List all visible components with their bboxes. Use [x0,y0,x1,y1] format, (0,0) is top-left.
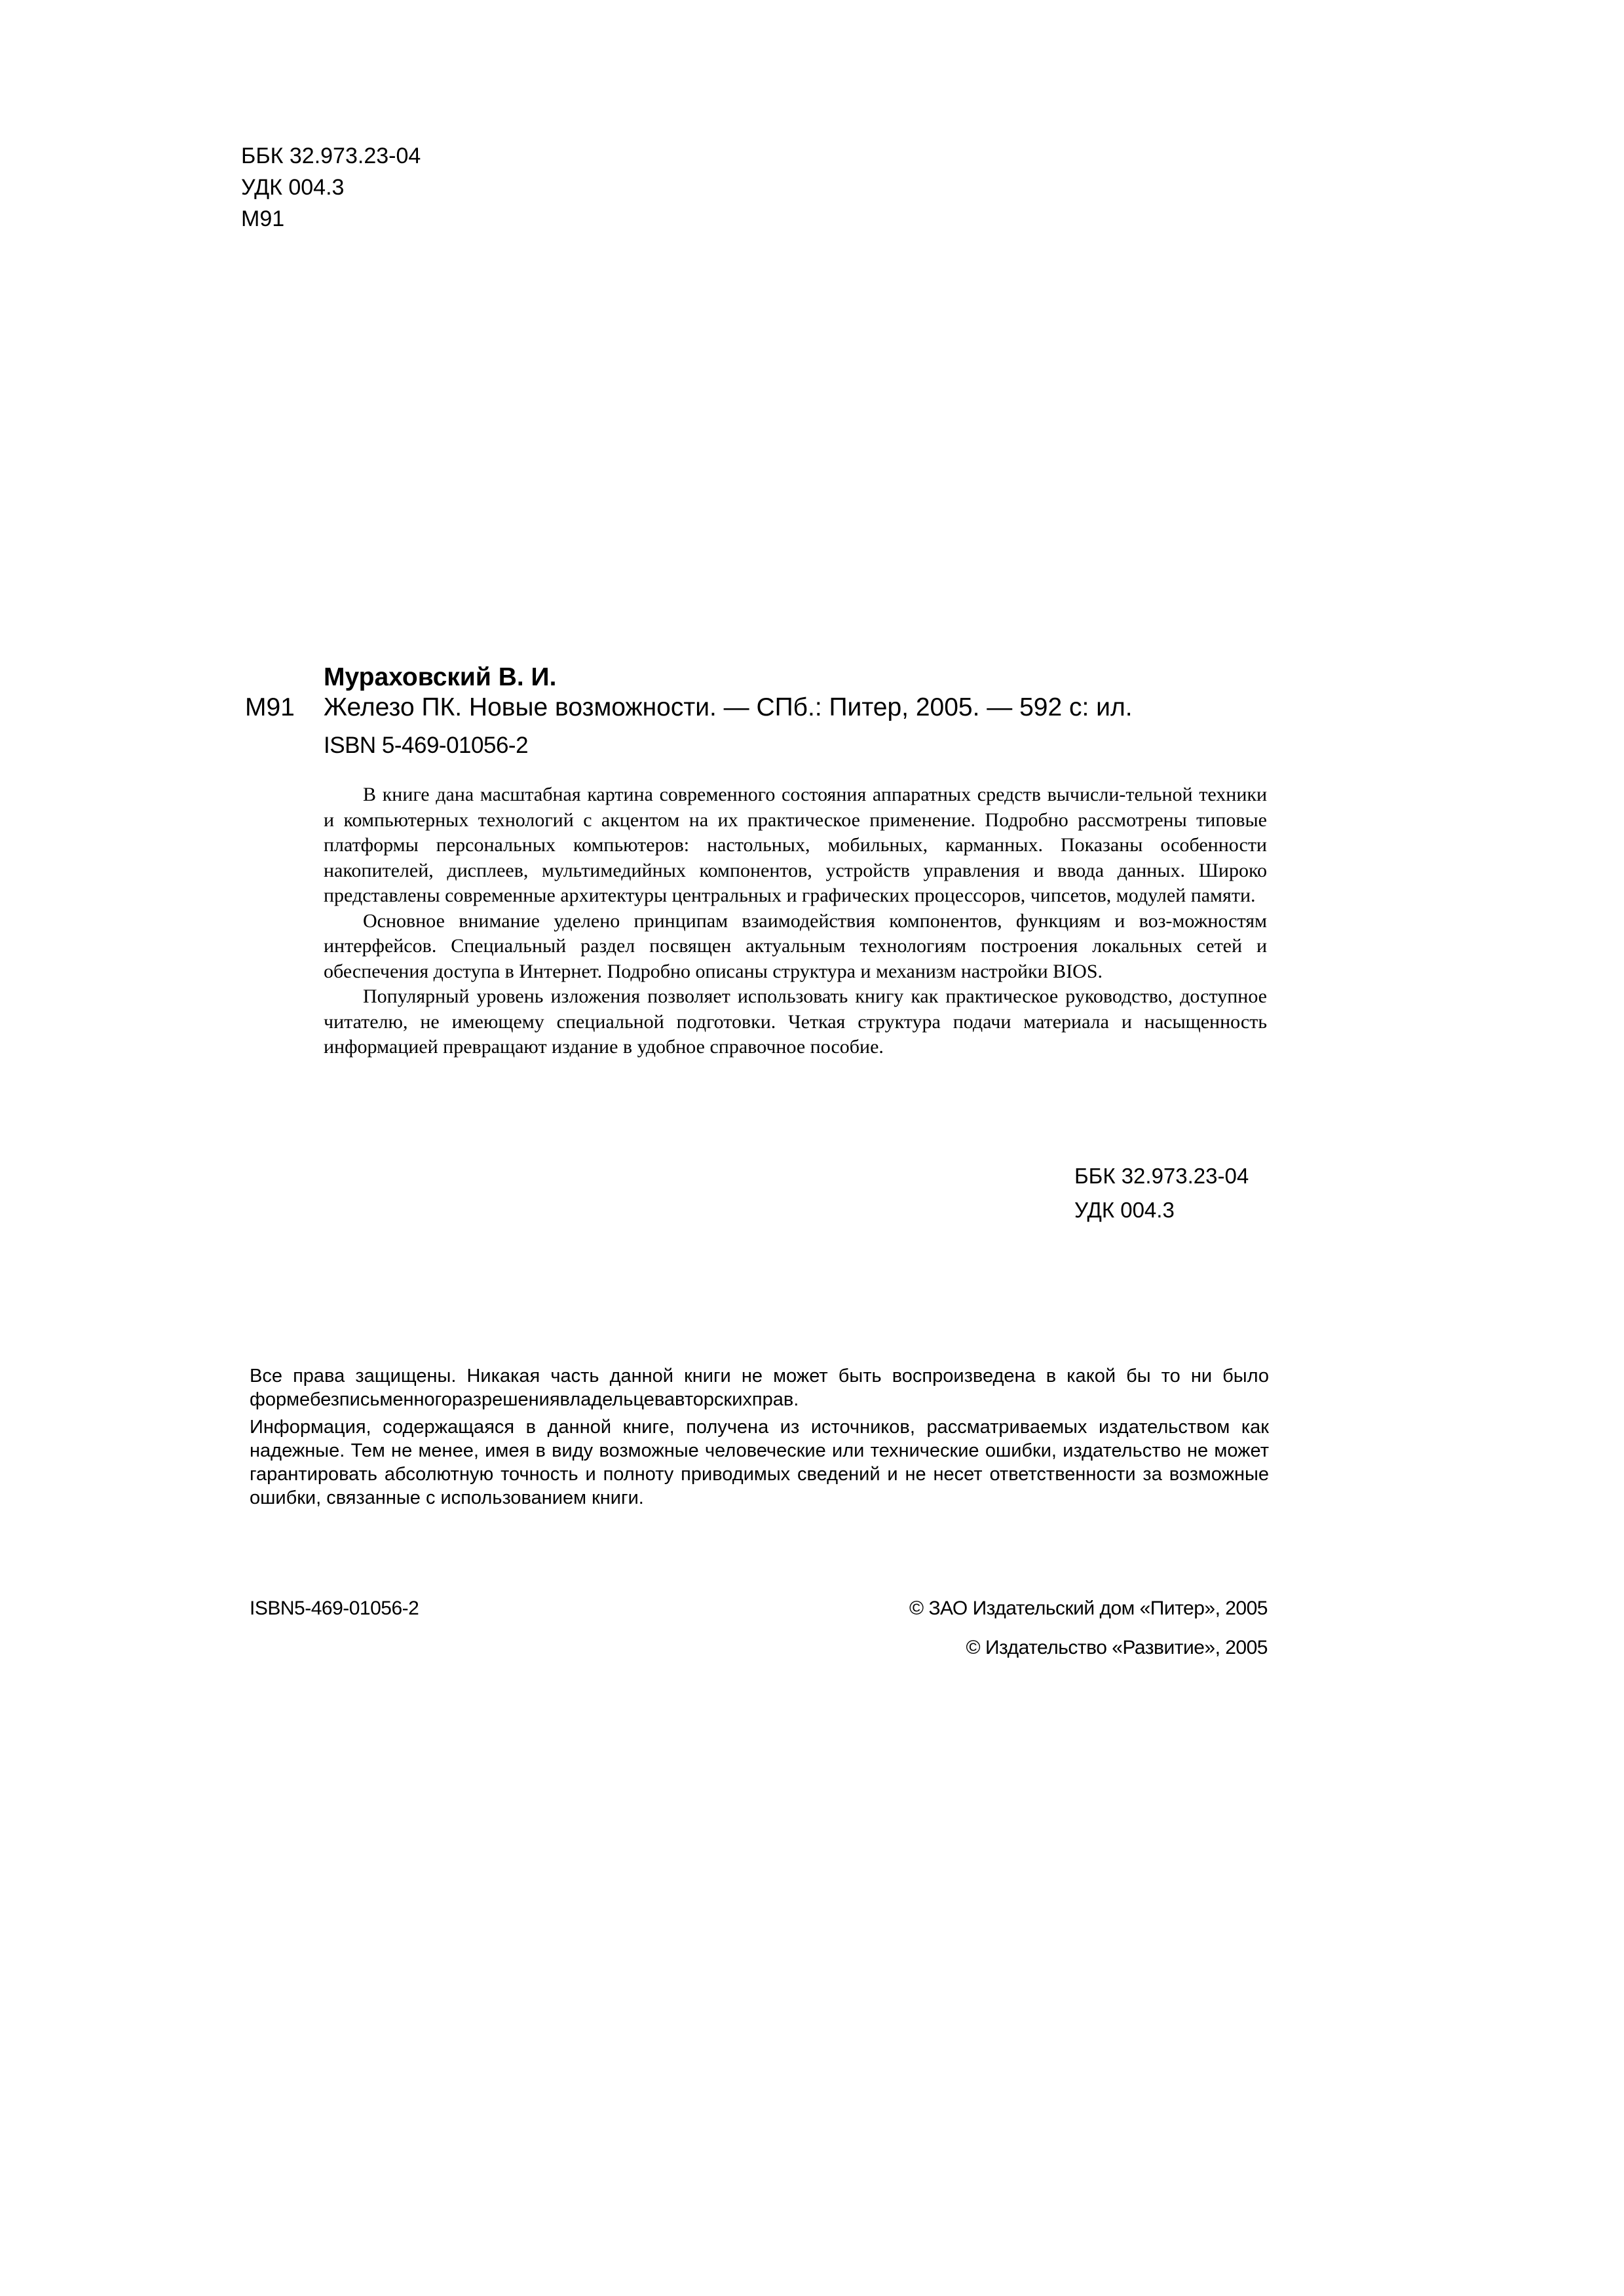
footer-isbn: ISBN5-469-01056-2 [250,1598,419,1619]
book-title-line: Железо ПК. Новые возможности. — СПб.: Питер, 2005. — 592 с: ил. [324,693,1133,721]
cutter-code: М91 [245,693,295,721]
copyright-razvitie: © Издательство «Развитие», 2005 [966,1637,1268,1658]
rights-paragraph: Все права защищены. Никакая часть данной книги не может быть воспроизведена в какой бы то ни было формебезписьменногоразрешениявладельцевавторскихправ. [250,1366,1269,1410]
cutter-code-top: М91 [241,206,285,231]
isbn-line: ISBN 5-469-01056-2 [324,733,529,758]
annotation-paragraph-2: Основное внимание уделено принципам взаимодействия компонентов, функциям и воз-можностям интерфейсов. Специальный раздел посвящен актуальным технологиям построения локальных сетей и обеспечения доступа в Интернет. Подробно описаны структура и механизм настройки BIOS. [324,909,1267,982]
bbk-code-top: ББК 32.973.23-04 [241,144,421,168]
annotation-paragraph-1: В книге дана масштабная картина современного состояния аппаратных средств вычисли-тельной техники и компьютерных технологий с акцентом на их практическое применение. Подробно рассмотрены типовые платформы персональных компьютеров: настольных, мобильных, карманных. Показаны особенности накопителей, дисплеев, мультимедийных компонентов, устройств управления и ввода данных. Широко представлены современные архитектуры центральных и графических процессоров, чипсетов, модулей памяти. [324,784,1267,906]
copyright-piter: © ЗАО Издательский дом «Питер», 2005 [909,1598,1268,1619]
disclaimer-paragraph: Информация, содержащаяся в данной книге, получена из источников, рассматриваемых издательством как надежные. Тем не менее, имея в виду возможные человеческие или технические ошибки, издательство не может гарантировать абсолютную точность и полноту приводимых сведений и не несет ответственности за возможные ошибки, связанные с использованием книги. [250,1417,1269,1508]
disclaimer-notice [250,1415,1269,1510]
rights-notice [250,1364,1269,1411]
udk-code-right: УДК 004.3 [1074,1198,1175,1222]
bbk-code-right: ББК 32.973.23-04 [1074,1164,1249,1188]
author-name: Мураховский В. И. [324,663,557,691]
udk-code-top: УДК 004.3 [241,175,345,200]
annotation-paragraph-3: Популярный уровень изложения позволяет использовать книгу как практическое руководство, доступное читателю, не имеющему специальной подготовки. Четкая структура подачи материала и насыщенность информацией превращают издание в удобное справочное пособие. [324,985,1267,1058]
annotation [324,782,1267,1060]
